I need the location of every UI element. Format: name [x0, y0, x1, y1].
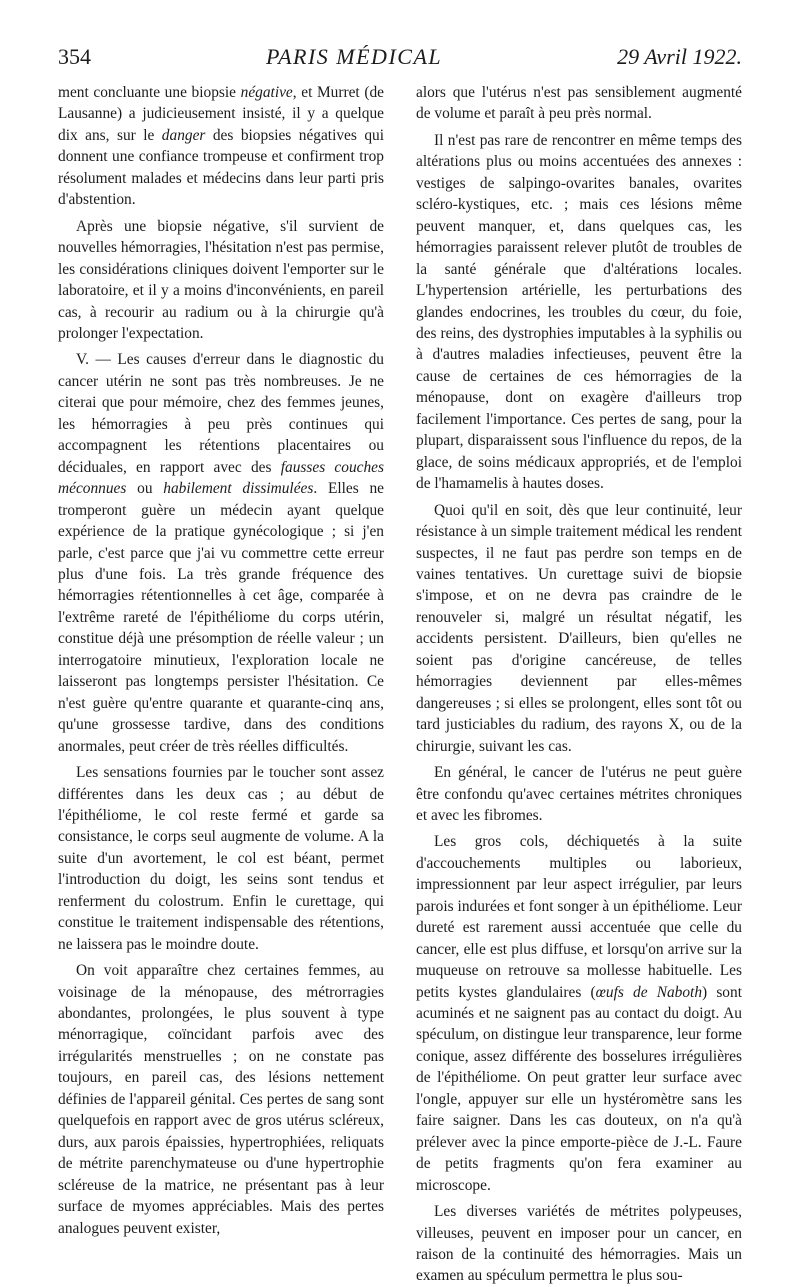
text-run: des biopsies négatives qui donnent une confiance trompeuse et confirment trop résolument malades et médecins dans leur parti pris d'abstention. — [58, 126, 384, 209]
text-run: On voit apparaître chez certaines femmes, au voisinage de la ménopause, des métrorragies abondantes, prolongées, le plus souvent à type ménorragique, coïncidant parfois avec des irrégularités menstruelles ; on ne constate pas toujours, en pareil cas, des lésions nettement définies de l'appareil génital. Ces pertes de sang sont quelquefois en rapport avec de gros utérus scléreux, durs, aux parois épaissies, hypertrophiées, reliquats de métrite parenchymateuse ou d'une hypertrophie scléreuse de la matrice, ne présentant pas à leur surface de myomes appréciables. Mais des pertes analogues peuvent exister, — [58, 962, 384, 1237]
journal-title: PARIS MÉDICAL — [265, 44, 443, 69]
text-run: ou — [126, 480, 164, 498]
paragraph — [416, 500, 742, 757]
issue-date: 29 Avril 1922. — [617, 44, 742, 69]
text-run: ment concluante une biopsie — [58, 84, 241, 101]
text-run: . Elles ne tromperont guère un médecin ayant quelque expérience de la pratique gynécologique ; si j'en parle, c'est parce que j'ai vu commettre cette erreur plus d'une fois. La très grande fréquence des hémorragies rétentionnelles à cet âge, comparée à l'extrême rareté de l'épithéliome du corps utérin, constitue déjà une présomption de réelle valeur ; un interrogatoire minutieux, l'exploration locale ne laisseront pas longtemps persister l'hésitation. Ce n'est guère qu'entre quarante et quarante-cinq ans, qu'une grossesse tardive, dans des conditions anormales, peut créer de très réelles difficultés. — [58, 480, 384, 755]
text-run: Quoi qu'il en soit, dès que leur continuité, leur résistance à un simple traitement médical les rendent suspectes, il ne faut pas perdre son temps en de vaines tentatives. Un curettage suivi de biopsie s'impose, et on ne devra pas craindre de le renouveler si, malgré un résultat négatif, les accidents persistent. D'ailleurs, bien qu'elles ne soient pas d'origine cancéreuse, de telles hémorragies deviennent par elles-mêmes dangereuses ; si elles se prolongent, elles sont tôt ou tard justiciables du radium, des rayons X, ou de la chirurgie, suivant les cas. — [416, 501, 742, 755]
italic-text: danger — [161, 126, 206, 144]
paragraph — [416, 82, 742, 125]
paragraph — [58, 82, 384, 211]
text-run: En général, le cancer de l'utérus ne peut guère être confondu qu'avec certaines métrites chroniques et avec les fibromes. — [416, 764, 742, 824]
text-run: Les sensations fournies par le toucher sont assez différentes dans les deux cas ; au début de l'épithéliome, le col reste fermé et garde sa consistance, le corps seul augmente de volume. A la suite d'un avortement, le col est béant, permet l'introduction du doigt, les seins sont tendus et renferment du colostrum. Enfin le curettage, qui constitue le traitement indispensable des rétentions, ne laissera pas le moindre doute. — [58, 764, 384, 953]
italic-text: fausses couches méconnues — [58, 458, 384, 498]
text-run: ) sont acuminés et ne saignent pas au contact du doigt. Au spéculum, on distingue leur transparence, leur forme conique, assez différente des bosselures irrégulières de l'épithéliome. On peut gratter leur surface avec l'ongle, appuyer sur elle un hystéromètre sans les faire saigner. Dans les cas douteux, on n'a qu'à prélever avec la pince emporte-pièce de J.-L. Faure de petits fragments qu'on fera examiner au microscope. — [416, 983, 742, 1194]
text-run: V. — Les causes d'erreur dans le diagnostic du cancer utérin ne sont pas très nombreuses. Je ne citerai que pour mémoire, chez des femmes jeunes, les hémorragies à peu près continues qui accompagnent les rétentions placentaires ou déciduales, en rapport avec des — [58, 351, 384, 476]
italic-text: négative — [240, 84, 293, 101]
running-header — [58, 44, 742, 74]
text-columns — [58, 82, 742, 1287]
text-run: Après une biopsie négative, s'il survient de nouvelles hémorragies, l'hésitation n'est pas permise, les considérations cliniques doivent l'emporter sur le laboratoire, et il y a moins d'inconvénients, en pareil cas, à recourir au radium ou à la chirurgie qu'à prolonger l'expectation. — [58, 217, 384, 342]
italic-text: œufs de Naboth — [595, 983, 703, 1001]
paragraph — [58, 349, 384, 757]
text-run: Il n'est pas rare de rencontrer en même temps des altérations plus ou moins accentuées des annexes : vestiges de salpingo-ovarites banales, ovarites scléro-kystiques, etc. ; mais ces lésions même peuvent manquer, et, dans quelques cas, les hémorragies paraissent relever plutôt de troubles de la santé générale que d'altérations locales. L'hypertension artérielle, les perturbations des glandes endocrines, les troubles du cœur, du foie, des reins, des dystrophies imputables à la syphilis ou à d'autres maladies infectieuses, peuvent être la cause de certaines de ces hémorragies de la ménopause, dont on exagère d'ailleurs trop facilement l'importance. Ces pertes de sang, pour la plupart, disparaissent sous l'influence du repos, de la glace, de soins médicaux appropriés, et de l'emploi de l'hamamelis à hautes doses. — [416, 131, 742, 493]
paragraph — [58, 216, 384, 345]
paragraph — [416, 130, 742, 495]
left-column — [58, 82, 384, 1287]
right-column — [416, 82, 742, 1287]
paragraph — [416, 831, 742, 1196]
italic-text: habilement dissimulées — [163, 480, 314, 498]
paragraph — [416, 762, 742, 826]
paragraph — [58, 960, 384, 1239]
text-run: , et Murret (de Lausanne) a judicieusement insisté, il y a quelque dix ans, sur le — [58, 84, 384, 144]
page-number: 354 — [58, 44, 91, 69]
text-run: Les gros cols, déchiquetés à la suite d'accouchements multiples ou laborieux, impressionnent par leur aspect irrégulier, par leurs parois indurées et font songer à un épithéliome. Leur dureté est rarement aussi accentuée que celle du cancer, elle est plus diffuse, et lorsqu'on arrive sur la muqueuse on retrouve sa mollesse habituelle. Les petits kystes glandulaires ( — [416, 833, 742, 1001]
paragraph — [58, 762, 384, 955]
text-run: Les diverses variétés de métrites polypeuses, villeuses, peuvent en imposer pour un cancer, en raison de la continuité des hémorragies. Mais un examen au spéculum permettra le plus sou- — [416, 1203, 742, 1285]
paragraph — [416, 1201, 742, 1287]
text-run: alors que l'utérus n'est pas sensiblement augmenté de volume et paraît à peu près normal. — [416, 84, 742, 123]
